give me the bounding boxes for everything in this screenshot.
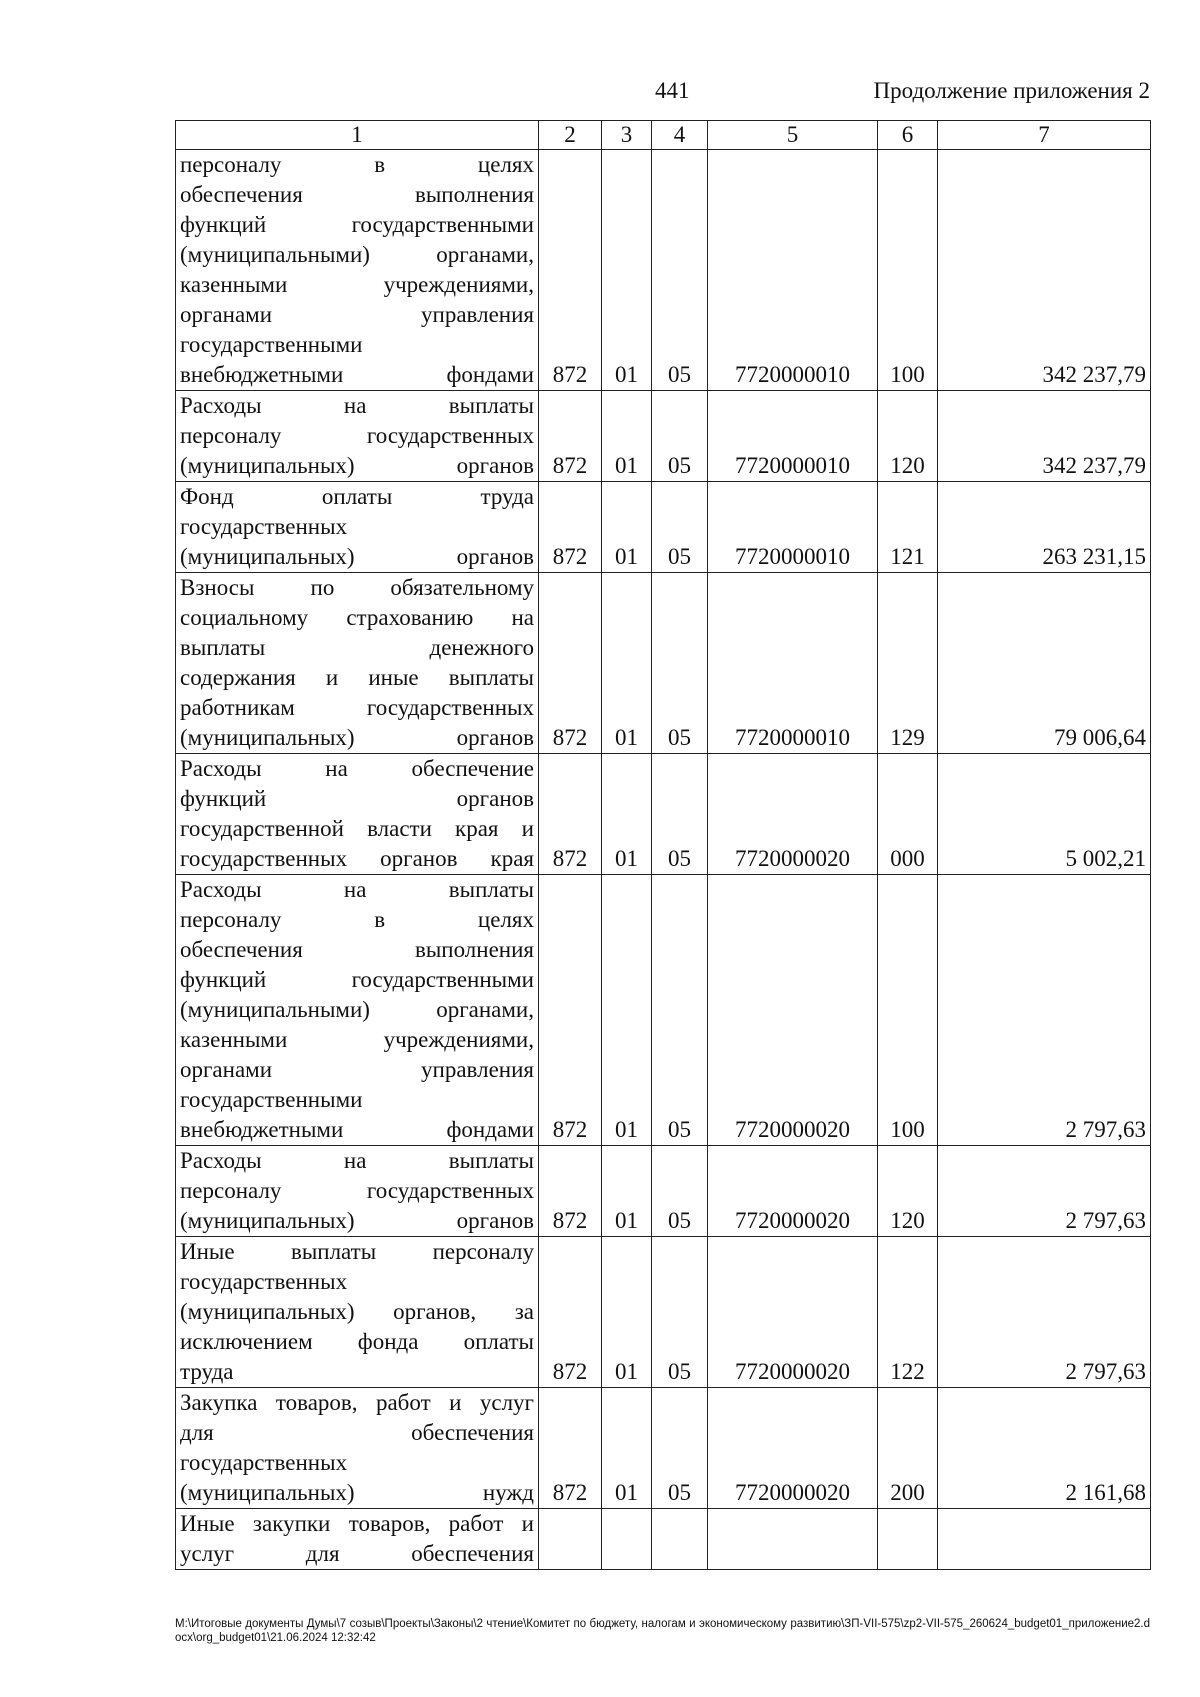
amount-cell: 5 002,21	[938, 754, 1151, 875]
expense-name-line: Расходы на выплаты	[180, 877, 534, 902]
table-row	[176, 1237, 1151, 1388]
target-item-code-cell	[708, 1509, 878, 1570]
expense-type-code-cell: 129	[878, 573, 938, 754]
table-row	[176, 573, 1151, 754]
table-body	[176, 150, 1151, 1570]
ministry-code-cell: 872	[539, 482, 602, 573]
expense-name-cell	[176, 573, 539, 754]
target-item-code-cell: 7720000010	[708, 391, 878, 482]
expense-type-code-cell: 100	[878, 150, 938, 391]
expense-type-code-cell: 120	[878, 1146, 938, 1237]
expense-name-line: содержания и иные выплаты	[180, 665, 534, 690]
expense-name-line: Фонд оплаты труда	[180, 484, 534, 509]
expense-name-line: обеспечения выполнения	[180, 182, 534, 207]
expense-name-line: государственных	[180, 1450, 348, 1475]
table-row	[176, 1509, 1151, 1570]
expense-name-line: Взносы по обязательному	[180, 575, 534, 600]
table-row	[176, 1388, 1151, 1509]
section-code-cell: 01	[602, 482, 652, 573]
section-code-cell: 01	[602, 150, 652, 391]
expense-name-line: персоналу государственных	[180, 1178, 534, 1203]
section-code-cell: 01	[602, 1237, 652, 1388]
table-row	[176, 150, 1151, 391]
expense-name-line: Расходы на обеспечение	[180, 756, 534, 781]
expense-name-line: обеспечения выполнения	[180, 937, 534, 962]
target-item-code-cell: 7720000010	[708, 573, 878, 754]
ministry-code-cell: 872	[539, 1146, 602, 1237]
expense-name-line: работникам государственных	[180, 695, 534, 720]
expense-name-line: (муниципальных) органов, за	[180, 1299, 534, 1324]
amount-cell: 2 797,63	[938, 1146, 1151, 1237]
subsection-code-cell: 05	[652, 391, 708, 482]
subsection-code-cell	[652, 1509, 708, 1570]
subsection-code-cell: 05	[652, 875, 708, 1146]
expense-name-line: персоналу в целях	[180, 907, 534, 932]
table-row	[176, 391, 1151, 482]
expense-name-line: услуг для обеспечения	[180, 1541, 534, 1566]
subsection-code-cell: 05	[652, 150, 708, 391]
expense-name-line: казенными учреждениями,	[180, 1027, 534, 1052]
amount-cell: 342 237,79	[938, 150, 1151, 391]
section-code-cell: 01	[602, 1146, 652, 1237]
expense-type-code-cell: 100	[878, 875, 938, 1146]
expense-name-line: выплаты денежного	[180, 635, 534, 660]
expense-name-line: (муниципальными) органами,	[180, 997, 534, 1022]
amount-cell	[938, 1509, 1151, 1570]
expense-name-cell	[176, 1388, 539, 1509]
ministry-code-cell: 872	[539, 391, 602, 482]
expense-name-line: государственными	[180, 332, 363, 357]
expense-name-line: государственных	[180, 1269, 348, 1294]
expense-type-code-cell: 200	[878, 1388, 938, 1509]
amount-cell: 2 797,63	[938, 875, 1151, 1146]
column-header: 5	[708, 121, 878, 150]
expense-name-line: государственной власти края и	[180, 816, 534, 841]
expense-name-line: функций органов	[180, 786, 534, 811]
expense-name-line: (муниципальными) органами,	[180, 242, 534, 267]
ministry-code-cell: 872	[539, 754, 602, 875]
expense-name-line: труда	[180, 1359, 234, 1384]
expense-name-line: Расходы на выплаты	[180, 393, 534, 418]
expense-name-line: государственных органов края	[180, 846, 534, 871]
subsection-code-cell: 05	[652, 573, 708, 754]
expense-name-line: (муниципальных) органов	[180, 725, 534, 750]
expense-name-cell	[176, 391, 539, 482]
expense-name-line: (муниципальных) нужд	[180, 1480, 534, 1505]
amount-cell: 342 237,79	[938, 391, 1151, 482]
expense-name-line: внебюджетными фондами	[180, 1117, 534, 1142]
expense-type-code-cell: 121	[878, 482, 938, 573]
table-row	[176, 1146, 1151, 1237]
column-header: 7	[938, 121, 1151, 150]
table-row	[176, 482, 1151, 573]
section-code-cell	[602, 1509, 652, 1570]
target-item-code-cell: 7720000010	[708, 482, 878, 573]
column-header: 3	[602, 121, 652, 150]
expense-type-code-cell: 122	[878, 1237, 938, 1388]
subsection-code-cell: 05	[652, 1146, 708, 1237]
target-item-code-cell: 7720000010	[708, 150, 878, 391]
ministry-code-cell: 872	[539, 1237, 602, 1388]
section-code-cell: 01	[602, 875, 652, 1146]
expense-name-line: внебюджетными фондами	[180, 362, 534, 387]
expense-name-line: (муниципальных) органов	[180, 453, 534, 478]
expense-name-cell	[176, 1146, 539, 1237]
expense-name-line: Расходы на выплаты	[180, 1148, 534, 1173]
expense-name-line: для обеспечения	[180, 1420, 534, 1445]
ministry-code-cell: 872	[539, 573, 602, 754]
ministry-code-cell	[539, 1509, 602, 1570]
amount-cell: 79 006,64	[938, 573, 1151, 754]
table-row	[176, 754, 1151, 875]
column-header: 6	[878, 121, 938, 150]
expense-name-line: функций государственными	[180, 967, 534, 992]
column-header: 1	[176, 121, 539, 150]
budget-table	[175, 120, 1151, 1570]
subsection-code-cell: 05	[652, 482, 708, 573]
ministry-code-cell: 872	[539, 150, 602, 391]
subsection-code-cell: 05	[652, 1237, 708, 1388]
expense-name-line: исключением фонда оплаты	[180, 1329, 534, 1354]
target-item-code-cell: 7720000020	[708, 754, 878, 875]
expense-name-line: персоналу в целях	[180, 152, 534, 177]
subsection-code-cell: 05	[652, 754, 708, 875]
expense-name-line: Иные закупки товаров, работ и	[180, 1511, 534, 1536]
amount-cell: 263 231,15	[938, 482, 1151, 573]
column-number-row	[176, 121, 1151, 150]
expense-type-code-cell	[878, 1509, 938, 1570]
expense-name-cell	[176, 1509, 539, 1570]
expense-name-cell	[176, 1237, 539, 1388]
amount-cell: 2 161,68	[938, 1388, 1151, 1509]
expense-name-cell	[176, 754, 539, 875]
continuation-title: Продолжение приложения 2	[873, 78, 1150, 103]
expense-name-line: Закупка товаров, работ и услуг	[180, 1390, 534, 1415]
expense-name-cell	[176, 482, 539, 573]
expense-name-line: социальному страхованию на	[180, 605, 534, 630]
ministry-code-cell: 872	[539, 1388, 602, 1509]
expense-name-line: (муниципальных) органов	[180, 1208, 534, 1233]
section-code-cell: 01	[602, 573, 652, 754]
file-path-footer: M:\Итоговые документы Думы\7 созыв\Проекты\Законы\2 чтение\Комитет по бюджету, налогам и экономическому развитию\ЗП-VII-575\zp2-VII-575_260624_budget01_приложение2.docx\org_budget01\21.06.2024 12:32:42	[175, 1618, 1150, 1644]
page-number: 441	[655, 78, 690, 103]
amount-cell: 2 797,63	[938, 1237, 1151, 1388]
ministry-code-cell: 872	[539, 875, 602, 1146]
expense-type-code-cell: 000	[878, 754, 938, 875]
target-item-code-cell: 7720000020	[708, 875, 878, 1146]
expense-name-line: государственных	[180, 514, 348, 539]
target-item-code-cell: 7720000020	[708, 1237, 878, 1388]
table-row	[176, 875, 1151, 1146]
expense-name-line: казенными учреждениями,	[180, 272, 534, 297]
target-item-code-cell: 7720000020	[708, 1146, 878, 1237]
column-header: 4	[652, 121, 708, 150]
expense-name-line: (муниципальных) органов	[180, 544, 534, 569]
section-code-cell: 01	[602, 1388, 652, 1509]
expense-name-line: органами управления	[180, 1057, 534, 1082]
target-item-code-cell: 7720000020	[708, 1388, 878, 1509]
column-header: 2	[539, 121, 602, 150]
expense-name-cell	[176, 875, 539, 1146]
section-code-cell: 01	[602, 391, 652, 482]
expense-name-line: государственными	[180, 1087, 363, 1112]
expense-name-cell	[176, 150, 539, 391]
section-code-cell: 01	[602, 754, 652, 875]
subsection-code-cell: 05	[652, 1388, 708, 1509]
expense-name-line: персоналу государственных	[180, 423, 534, 448]
expense-name-line: Иные выплаты персоналу	[180, 1239, 534, 1264]
expense-type-code-cell: 120	[878, 391, 938, 482]
expense-name-line: функций государственными	[180, 212, 534, 237]
expense-name-line: органами управления	[180, 302, 534, 327]
